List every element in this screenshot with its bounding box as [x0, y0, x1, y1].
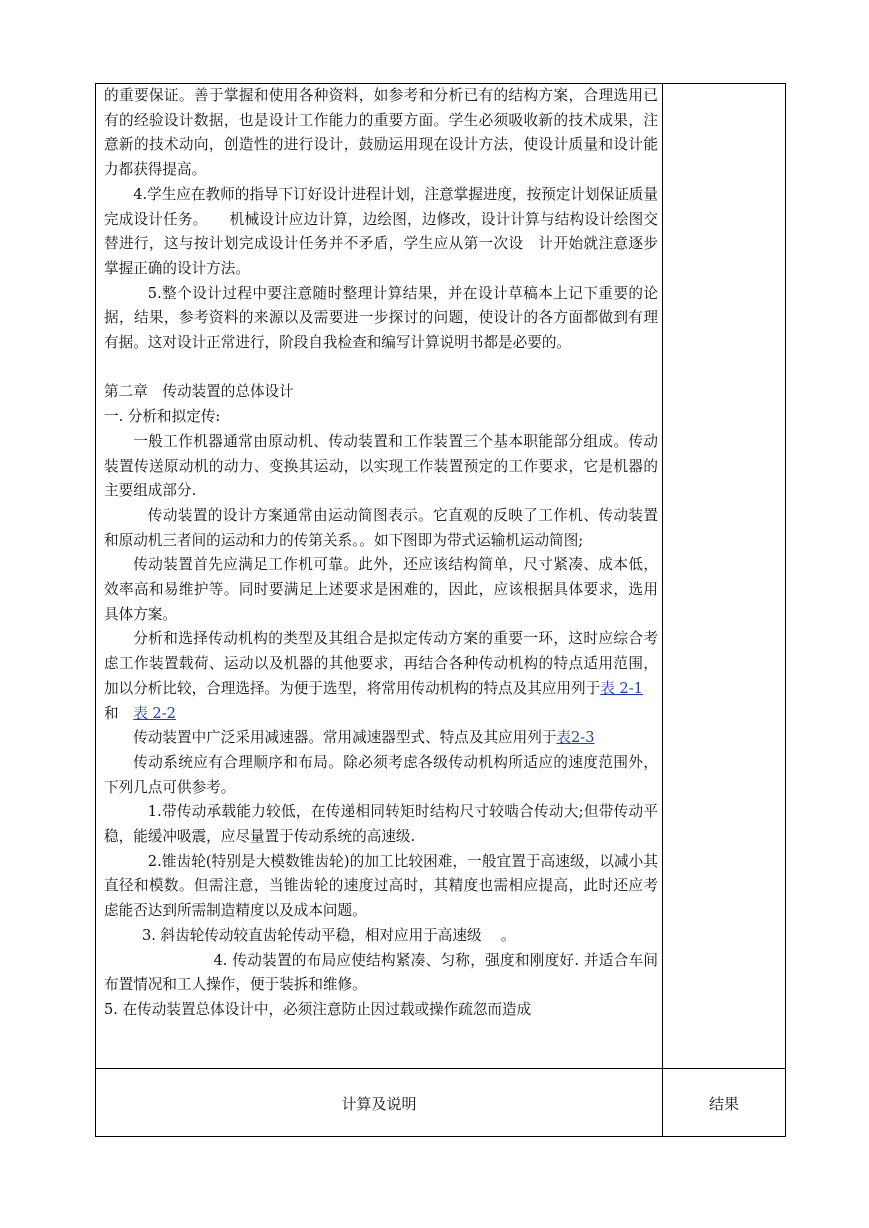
main-text-cell — [104, 84, 673, 1023]
table-reference-link[interactable]: 表 2-2 — [133, 704, 176, 722]
result-label: 结果 — [708, 1094, 739, 1113]
paragraph-machine-composition — [104, 430, 658, 504]
paragraph-point-2 — [104, 850, 658, 924]
paragraph-reducer — [104, 726, 658, 751]
paragraph-text: 的重要保证。善于掌握和使用各种资料，如参考和分析已有的结构方案，合理选用已有的经验设计数据，也是设计工作能力的重要方面。学生必须吸收新的技术成果，注意新的技术动向，创造性的进行设计，鼓励运用现在设计方法，使设计质量和设计能力都获得提高。 — [104, 87, 658, 179]
paragraph-point-4 — [104, 949, 658, 998]
paragraph-item-4 — [104, 183, 658, 282]
paragraph-text: 2.锥齿轮(特别是大模数锥齿轮)的加工比较困难，一般宜置于高速级，以减小其直径和模数。但需注意，当锥齿轮的速度过高时，其精度也需相应提高，此时还应考虑能否达到所需制造精度以及成本问题。 — [104, 852, 658, 920]
paragraph-requirements — [104, 553, 658, 627]
paragraph-text: 5.整个设计过程中要注意随时整理计算结果，并在设计草稿本上记下重要的论据，结果，参考资料的来源以及需要进一步探讨的问题，使设计的各方面都做到有理有据。这对设计正常进行，阶段自我检查和编写计算说明书都是必要的。 — [104, 284, 658, 352]
paragraph-text: 传动系统应有合理顺序和布局。除必须考虑各级传动机构所适应的速度范围外，下列几点可供参考。 — [104, 753, 658, 796]
paragraph-text: 3. 斜齿轮传动较直齿轮传动平稳，相对应用于高速级 。 — [141, 926, 516, 944]
section-heading — [104, 405, 658, 430]
paragraph-text: 第二章 传动装置的总体设计 — [104, 383, 294, 401]
paragraph-text: 一般工作机器通常由原动机、传动装置和工作装置三个基本职能部分组成。传动装置传送原动机的动力、变换其运动，以实现工作装置预定的工作要求，它是机器的主要组成部分. — [104, 432, 658, 500]
paragraph-text: 4.学生应在教师的指导下订好设计进程计划，注意掌握进度，按预定计划保证质量完成设计任务。 机械设计应边计算，边绘图，边修改，设计计算与结构设计绘图交替进行，这与按计划完成设计任务并不矛盾，学生应从第一次设 计开始就注意逐步掌握正确的设计方法。 — [104, 185, 658, 277]
paragraph-text: 5. 在传动装置总体设计中，必须注意防止因过载或操作疏忽而造成 — [104, 1001, 532, 1018]
table-reference-link[interactable]: 表 2-1 — [600, 679, 643, 697]
paragraph-text: 一. 分析和拟定传: — [104, 408, 221, 426]
paragraph-text: 和 — [104, 679, 673, 722]
paragraph-text: 1.带传动承载能力较低，在传递相同转矩时结构尺寸较啮合传动大;但带传动平稳，能缓冲吸震，应尽量置于传动系统的高速级. — [104, 803, 658, 846]
chapter-heading — [104, 380, 658, 405]
paragraph-item-5 — [104, 282, 658, 356]
paragraph-layout — [104, 751, 658, 800]
paragraph-text: 传动装置的设计方案通常由运动简图表示。它直观的反映了工作机、传动装置和原动机三者间的运动和力的传第关系。。如下图即为带式运输机运动简图; — [104, 506, 658, 549]
paragraph-design-scheme — [104, 504, 658, 553]
table-reference-link[interactable]: 表2-3 — [556, 729, 595, 747]
calc-explanation-label: 计算及说明 — [341, 1094, 417, 1113]
column-divider — [662, 83, 663, 1137]
paragraph-point-3 — [104, 924, 658, 949]
paragraph-important-guarantee — [104, 84, 658, 183]
paragraph-mechanism-selection — [104, 627, 673, 726]
paragraph-text: 分析和选择传动机构的类型及其组合是拟定传动方案的重要一环，这时应综合考虑工作装置载荷、运动以及机器的其他要求，再结合各种传动机构的特点适用范围，加以分析比较，合理选择。为便于选型，将常用传动机构的特点及其应用列于 — [104, 630, 658, 697]
paragraph-text: 传动装置首先应满足工作机可靠。此外，还应该结构简单，尺寸紧凑、成本低，效率高和易维护等。同时要满足上述要求是困难的，因此，应该根据具体要求，选用具体方案。 — [104, 556, 658, 623]
blank-line — [104, 356, 658, 381]
paragraph-point-5 — [104, 998, 658, 1023]
paragraph-text: 4. 传动装置的布局应使结构紧凑、匀称，强度和刚度好. 并适合车间布置情况和工人操作，便于装拆和维修。 — [104, 951, 658, 994]
paragraph-point-1 — [104, 800, 658, 849]
paragraph-text: 传动装置中广泛采用减速器。常用减速器型式、特点及其应用列于 — [133, 729, 557, 747]
